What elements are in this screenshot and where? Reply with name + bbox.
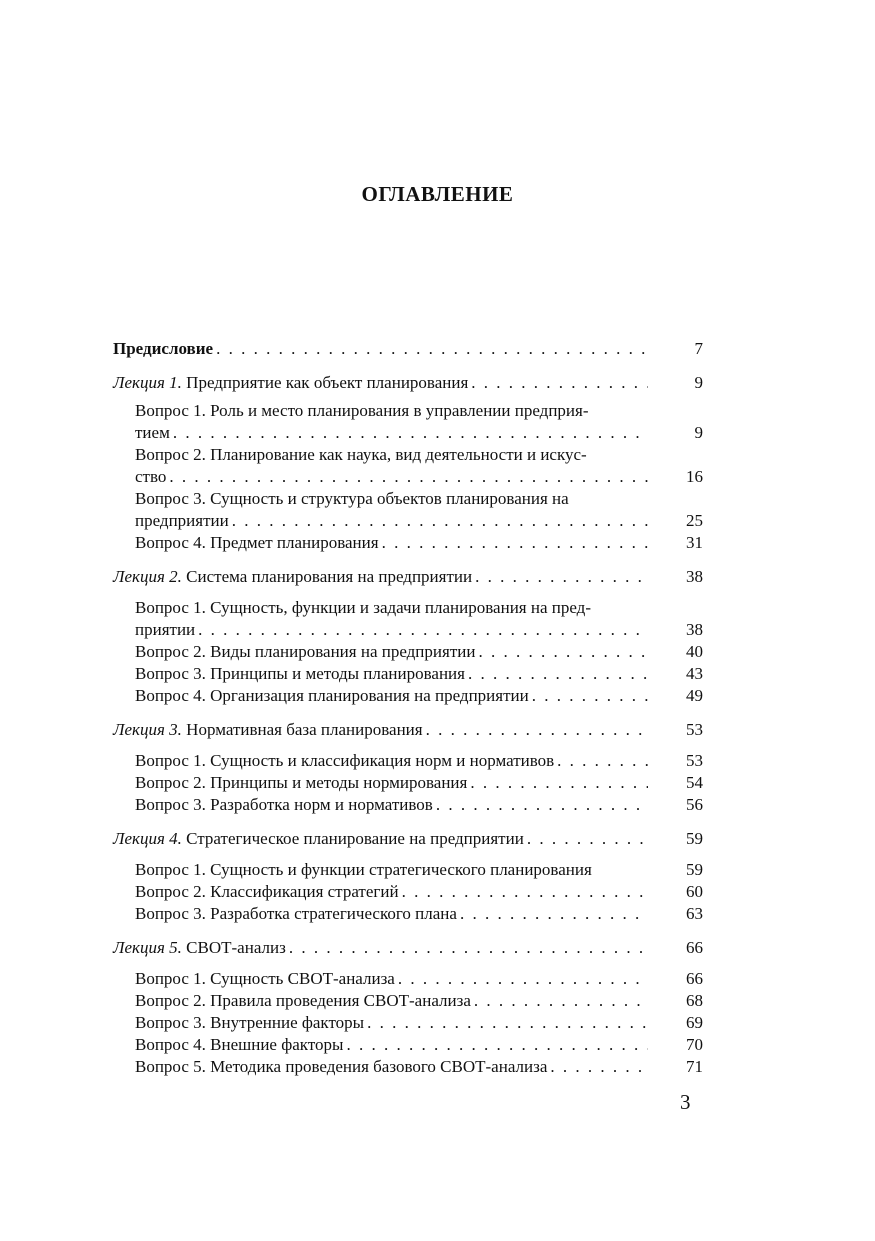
- toc-question[interactable]: [113, 1034, 703, 1056]
- leader-dots: [460, 903, 648, 925]
- toc-question[interactable]: [113, 444, 703, 488]
- lecture-title: Стратегическое планирование на предприятии: [186, 829, 524, 848]
- page-ref: 54: [686, 773, 703, 792]
- page-ref: 7: [694, 339, 703, 358]
- lecture-title: Предприятие как объект планирования: [186, 373, 469, 392]
- toc-lecture[interactable]: [113, 719, 703, 741]
- toc-question[interactable]: [113, 968, 703, 990]
- leader-dots: [550, 1056, 648, 1078]
- leader-dots: [468, 663, 648, 685]
- page-ref: 16: [686, 467, 703, 486]
- table-of-contents: [113, 338, 703, 1078]
- toc-question[interactable]: [113, 990, 703, 1012]
- toc-question[interactable]: [113, 685, 703, 707]
- page-ref: 66: [686, 938, 703, 957]
- leader-dots: [398, 968, 648, 990]
- lecture-prefix: Лекция 2.: [113, 567, 182, 586]
- page-ref: 53: [686, 720, 703, 739]
- page-ref: 31: [686, 533, 703, 552]
- lecture-title: Система планирования на предприятии: [186, 567, 473, 586]
- toc-question[interactable]: [113, 772, 703, 794]
- leader-dots: [474, 990, 648, 1012]
- question-line2: тием: [135, 423, 170, 442]
- question-text: Вопрос 1. Сущность и функции стратегического планирования: [135, 860, 592, 879]
- toc-lecture[interactable]: [113, 566, 703, 588]
- lecture-prefix: Лекция 5.: [113, 938, 182, 957]
- page-ref: 40: [686, 642, 703, 661]
- leader-dots: [367, 1012, 648, 1034]
- toc-question[interactable]: [113, 903, 703, 925]
- leader-dots: [173, 422, 648, 444]
- toc-question[interactable]: [113, 794, 703, 816]
- question-line2: ство: [135, 467, 167, 486]
- leader-dots: [198, 619, 648, 641]
- lecture-title: Нормативная база планирования: [186, 720, 423, 739]
- leader-dots: [478, 641, 648, 663]
- toc-question[interactable]: [113, 1056, 703, 1078]
- toc-question[interactable]: [113, 641, 703, 663]
- lecture-prefix: Лекция 1.: [113, 373, 182, 392]
- question-text: Вопрос 4. Внешние факторы: [135, 1035, 344, 1054]
- toc-question[interactable]: [113, 750, 703, 772]
- leader-dots: [426, 719, 648, 741]
- question-text: Вопрос 5. Методика проведения базового СВОТ-анализа: [135, 1057, 548, 1076]
- lecture-prefix: Лекция 3.: [113, 720, 182, 739]
- toc-question[interactable]: [113, 663, 703, 685]
- question-line1: Вопрос 1. Сущность, функции и задачи планирования на пред-: [135, 598, 591, 617]
- preface-label: Предисловие: [113, 339, 214, 358]
- question-text: Вопрос 4. Предмет планирования: [135, 533, 379, 552]
- question-text: Вопрос 2. Правила проведения СВОТ-анализа: [135, 991, 471, 1010]
- question-text: Вопрос 4. Организация планирования на предприятии: [135, 686, 529, 705]
- toc-question[interactable]: [113, 859, 703, 881]
- toc-question[interactable]: [113, 597, 703, 641]
- page-ref: 49: [686, 686, 703, 705]
- question-text: Вопрос 2. Классификация стратегий: [135, 882, 399, 901]
- page-ref: 70: [686, 1035, 703, 1054]
- question-line2: предприятии: [135, 511, 229, 530]
- toc-lecture[interactable]: [113, 828, 703, 850]
- page-ref: 68: [686, 991, 703, 1010]
- leader-dots: [402, 881, 648, 903]
- toc-question[interactable]: [113, 1012, 703, 1034]
- page-ref: 69: [686, 1013, 703, 1032]
- leader-dots: [475, 566, 648, 588]
- leader-dots: [216, 338, 648, 360]
- leader-dots: [289, 937, 648, 959]
- page-ref: 9: [694, 373, 703, 392]
- page-ref: 71: [686, 1057, 703, 1076]
- toc-preface[interactable]: [113, 338, 703, 360]
- toc-question[interactable]: [113, 488, 703, 532]
- leader-dots: [532, 685, 648, 707]
- page-ref: 66: [686, 969, 703, 988]
- page-ref: 60: [686, 882, 703, 901]
- question-text: Вопрос 3. Принципы и методы планирования: [135, 664, 465, 683]
- leader-dots: [470, 772, 648, 794]
- leader-dots: [557, 750, 648, 772]
- toc-lecture[interactable]: [113, 937, 703, 959]
- page-ref: 25: [686, 511, 703, 530]
- page-ref: 56: [686, 795, 703, 814]
- page-ref: 9: [694, 423, 703, 442]
- question-text: Вопрос 3. Разработка норм и нормативов: [135, 795, 433, 814]
- leader-dots: [527, 828, 648, 850]
- toc-question[interactable]: [113, 532, 703, 554]
- leader-dots: [232, 510, 648, 532]
- question-line1: Вопрос 3. Сущность и структура объектов планирования на: [135, 489, 569, 508]
- lecture-title: СВОТ-анализ: [186, 938, 286, 957]
- page-ref: 63: [686, 904, 703, 923]
- question-text: Вопрос 1. Сущность и классификация норм и нормативов: [135, 751, 555, 770]
- leader-dots: [471, 372, 648, 394]
- toc-lecture[interactable]: [113, 372, 703, 394]
- page-ref: 59: [686, 860, 703, 879]
- toc-question[interactable]: [113, 400, 703, 444]
- leader-dots: [436, 794, 648, 816]
- leader-dots: [346, 1034, 648, 1056]
- lecture-prefix: Лекция 4.: [113, 829, 182, 848]
- page-ref: 38: [686, 620, 703, 639]
- page-ref: 43: [686, 664, 703, 683]
- toc-question[interactable]: [113, 881, 703, 903]
- page-ref: 53: [686, 751, 703, 770]
- question-text: Вопрос 2. Принципы и методы нормирования: [135, 773, 468, 792]
- leader-dots: [169, 466, 648, 488]
- question-text: Вопрос 3. Разработка стратегического плана: [135, 904, 457, 923]
- page-ref: 38: [686, 567, 703, 586]
- question-line1: Вопрос 1. Роль и место планирования в управлении предприя-: [135, 401, 589, 420]
- leader-dots: [382, 532, 648, 554]
- question-line2: приятии: [135, 620, 196, 639]
- question-text: Вопрос 2. Виды планирования на предприятии: [135, 642, 476, 661]
- question-text: Вопрос 1. Сущность СВОТ-анализа: [135, 969, 395, 988]
- page-title: ОГЛАВЛЕНИЕ: [361, 182, 514, 206]
- question-line1: Вопрос 2. Планирование как наука, вид деятельности и искус-: [135, 445, 587, 464]
- page-ref: 59: [686, 829, 703, 848]
- page-number: 3: [680, 1090, 691, 1114]
- question-text: Вопрос 3. Внутренние факторы: [135, 1013, 365, 1032]
